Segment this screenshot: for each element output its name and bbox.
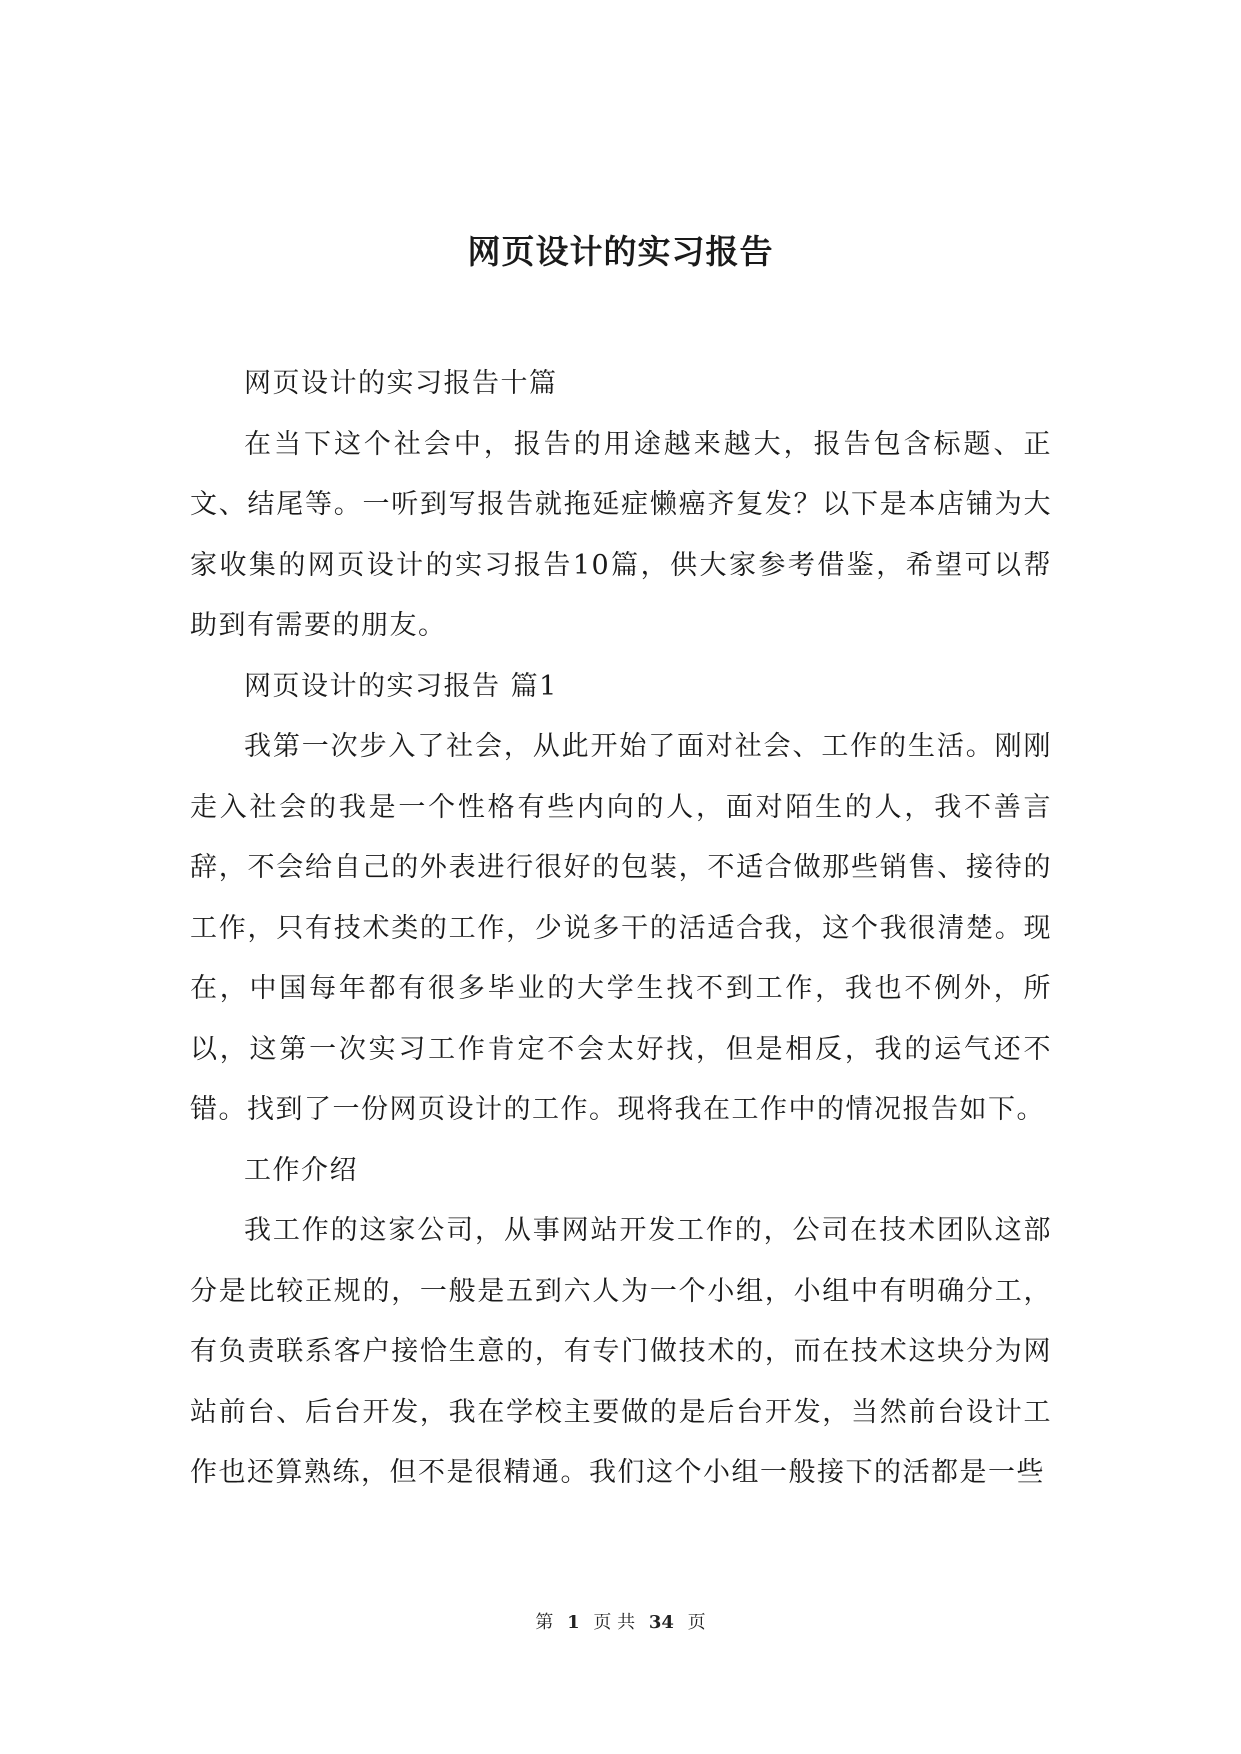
current-page-number: 1 xyxy=(567,1612,580,1633)
footer-prefix: 第 xyxy=(535,1612,554,1633)
body-paragraph: 我工作的这家公司，从事网站开发工作的，公司在技术团队这部分是比较正规的，一般是五到六人为一个小组，小组中有明确分工，有负责联系客户接恰生意的，有专门做技术的，而在技术这块分为网站前台、后台开发，我在学校主要做的是后台开发，当然前台设计工作也还算熟练，但不是很精通。我们这个小组一般接下的活都是一些 xyxy=(190,1215,1052,1488)
footer-suffix: 页 xyxy=(687,1612,706,1633)
body-paragraph: 我第一次步入了社会，从此开始了面对社会、工作的生活。刚刚走入社会的我是一个性格有些内向的人，面对陌生的人，我不善言辞，不会给自己的外表进行很好的包装，不适合做那些销售、接待的工作，只有技术类的工作，少说多干的活适合我，这个我很清楚。现在，中国每年都有很多毕业的大学生找不到工作，我也不例外，所以，这第一次实习工作肯定不会太好找，但是相反，我的运气还不错。找到了一份网页设计的工作。现将我在工作中的情况报告如下。 xyxy=(190,731,1052,1125)
section-heading: 网页设计的实习报告 篇1 xyxy=(244,670,558,702)
footer-middle: 页 共 xyxy=(593,1612,636,1633)
total-page-count: 34 xyxy=(648,1612,674,1633)
document-body xyxy=(190,354,1052,1504)
body-paragraph: 在当下这个社会中，报告的用途越来越大，报告包含标题、正文、结尾等。一听到写报告就拖延症懒癌齐复发？以下是本店铺为大家收集的网页设计的实习报告10篇，供大家参考借鉴，希望可以帮助到有需要的朋友。 xyxy=(190,428,1052,641)
page-footer xyxy=(0,1608,1241,1634)
document-title: 网页设计的实习报告 xyxy=(467,232,774,271)
section-heading: 网页设计的实习报告十篇 xyxy=(244,368,558,399)
section-heading: 工作介绍 xyxy=(244,1154,358,1186)
